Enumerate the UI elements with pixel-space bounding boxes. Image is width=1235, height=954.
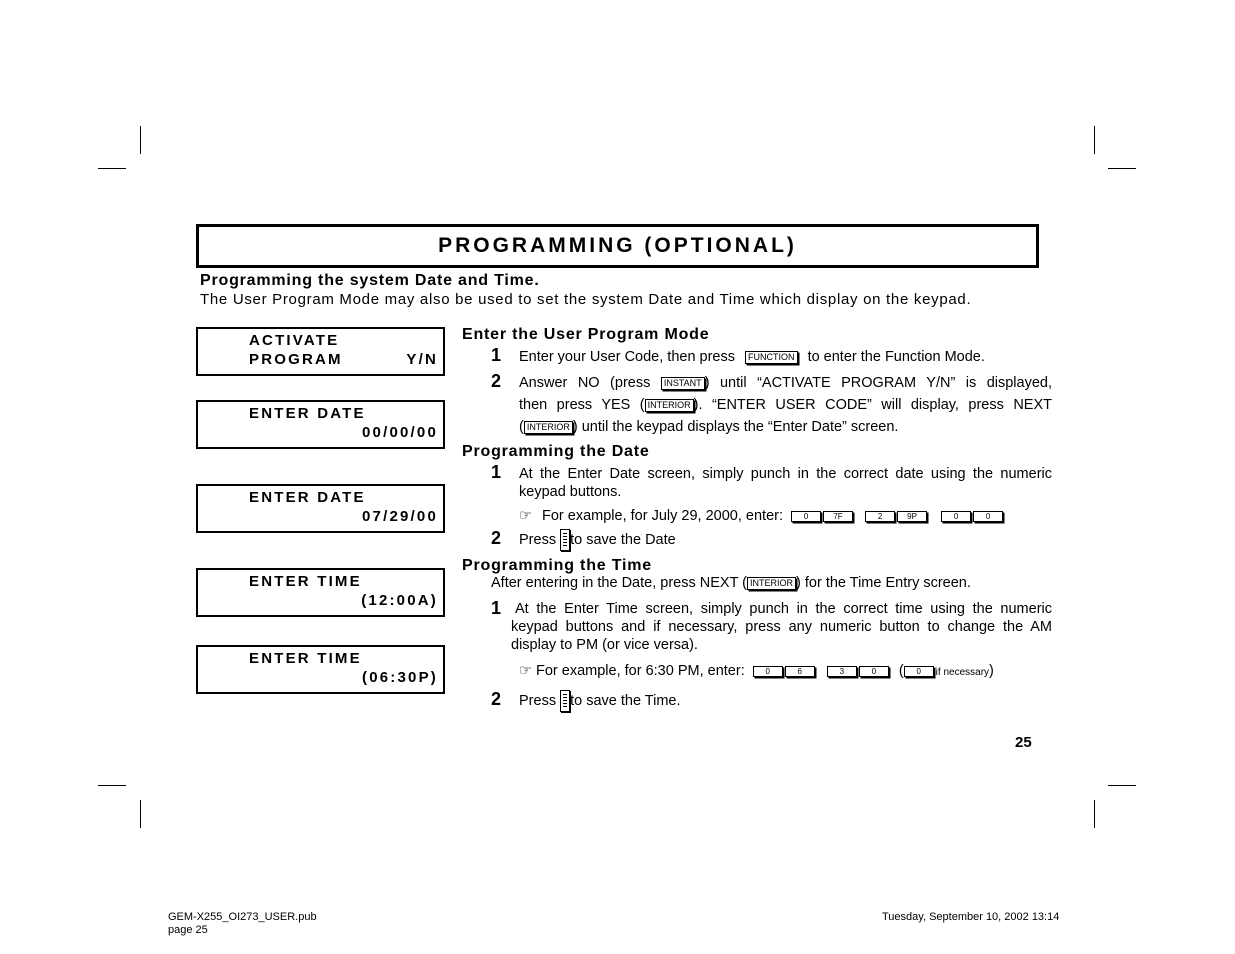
- crop-mark: [1108, 168, 1136, 169]
- lcd-enter-time-example: [196, 645, 445, 694]
- numeric-key-icon: 0: [941, 511, 971, 522]
- step-number: 2: [491, 528, 502, 548]
- enter-key-icon: [560, 690, 570, 712]
- crop-mark: [1108, 785, 1136, 786]
- user-mode-step2-line3: ( INTERIOR ) until the keypad displays the “Enter Date” screen.: [519, 419, 899, 435]
- time-example: ☞ For example, for 6:30 PM, enter: 0 6 3 0 ( 0 if necessary): [519, 663, 994, 679]
- footer-file: GEM-X255_OI273_USER.pub: [168, 911, 317, 923]
- user-mode-step2-line2: then press YES ( INTERIOR ). “ENTER USER CODE” will display, press NEXT: [519, 397, 1052, 413]
- hand-pointer-icon: ☞: [519, 508, 532, 524]
- time-intro: After entering in the Date, press NEXT ( INTERIOR ) for the Time Entry screen.: [491, 575, 971, 591]
- user-mode-heading: Enter the User Program Mode: [462, 326, 710, 343]
- lcd-line1: ENTER DATE: [249, 405, 366, 422]
- crop-mark: [1094, 126, 1095, 154]
- time-step2: Press to save the Time.: [519, 690, 681, 712]
- crop-mark: [140, 800, 141, 828]
- lcd-line1: ENTER DATE: [249, 489, 366, 506]
- numeric-key-icon: 0: [973, 511, 1003, 522]
- page-title: PROGRAMMING (OPTIONAL): [438, 234, 797, 257]
- numeric-key-icon: 2: [865, 511, 895, 522]
- time-heading: Programming the Time: [462, 557, 652, 574]
- date-example: ☞ For example, for July 29, 2000, enter: 0 7F 2 9P 0 0: [519, 505, 1005, 527]
- lcd-enter-time-default: [196, 568, 445, 617]
- time-step1-line1: At the Enter Time screen, simply punch in the correct time using the numeric: [515, 601, 1052, 617]
- time-step1-line3: display to PM (or vice versa).: [511, 637, 698, 653]
- numeric-key-icon: 0: [791, 511, 821, 522]
- interior-key-icon: INTERIOR: [747, 577, 796, 590]
- step-number: 1: [491, 598, 502, 618]
- numeric-key-icon: 0: [859, 666, 889, 677]
- step-number: 1: [491, 462, 502, 482]
- step-number: 1: [491, 345, 502, 365]
- lcd-line2-right: (12:00A): [361, 592, 438, 609]
- user-mode-step1: Enter your User Code, then press FUNCTION to enter the Function Mode.: [519, 349, 985, 365]
- lcd-line1: ACTIVATE: [249, 332, 340, 349]
- numeric-key-icon: 9P: [897, 511, 927, 522]
- date-step1-line2: keypad buttons.: [519, 484, 622, 500]
- interior-key-icon: INTERIOR: [645, 399, 694, 412]
- section-heading: Programming the system Date and Time.: [200, 272, 540, 289]
- numeric-key-icon: 3: [827, 666, 857, 677]
- crop-mark: [98, 785, 126, 786]
- page-title-box: [196, 224, 1039, 268]
- lcd-line2-right: 07/29/00: [362, 508, 438, 525]
- footer-timestamp: Tuesday, September 10, 2002 13:14: [882, 911, 1060, 923]
- lcd-line2-right: 00/00/00: [362, 424, 438, 441]
- numeric-key-icon: 6: [785, 666, 815, 677]
- step-number: 2: [491, 689, 502, 709]
- intro-text: The User Program Mode may also be used to set the system Date and Time which display on the keypad.: [200, 291, 972, 308]
- lcd-line1: ENTER TIME: [249, 573, 362, 590]
- lcd-enter-date-blank: [196, 400, 445, 449]
- hand-pointer-icon: ☞: [519, 663, 532, 679]
- lcd-enter-date-example: [196, 484, 445, 533]
- function-key-icon: FUNCTION: [745, 351, 798, 364]
- numeric-key-icon: 7F: [823, 511, 853, 522]
- interior-key-icon: INTERIOR: [524, 421, 573, 434]
- user-mode-step2-line1: Answer NO (press INSTANT ) until “ACTIVATE PROGRAM Y/N” is displayed,: [519, 375, 1052, 391]
- lcd-line2-right: (06:30P): [362, 669, 438, 686]
- lcd-activate-program: [196, 327, 445, 376]
- crop-mark: [140, 126, 141, 154]
- numeric-key-icon: 0: [753, 666, 783, 677]
- page-number: 25: [1015, 734, 1032, 751]
- crop-mark: [98, 168, 126, 169]
- crop-mark: [1094, 800, 1095, 828]
- lcd-line2-left: PROGRAM: [249, 351, 343, 368]
- footer-page: page 25: [168, 924, 208, 936]
- step-number: 2: [491, 371, 502, 391]
- date-step1-line1: At the Enter Date screen, simply punch in the correct date using the numeric: [519, 466, 1052, 482]
- date-heading: Programming the Date: [462, 443, 650, 460]
- date-step2: Press to save the Date: [519, 529, 676, 551]
- lcd-line1: ENTER TIME: [249, 650, 362, 667]
- time-step1-line2: keypad buttons and if necessary, press any numeric button to change the AM: [511, 619, 1052, 635]
- enter-key-icon: [560, 529, 570, 551]
- numeric-key-icon: 0: [904, 666, 934, 677]
- lcd-line2-right: Y/N: [406, 351, 438, 368]
- instant-key-icon: INSTANT: [661, 377, 705, 390]
